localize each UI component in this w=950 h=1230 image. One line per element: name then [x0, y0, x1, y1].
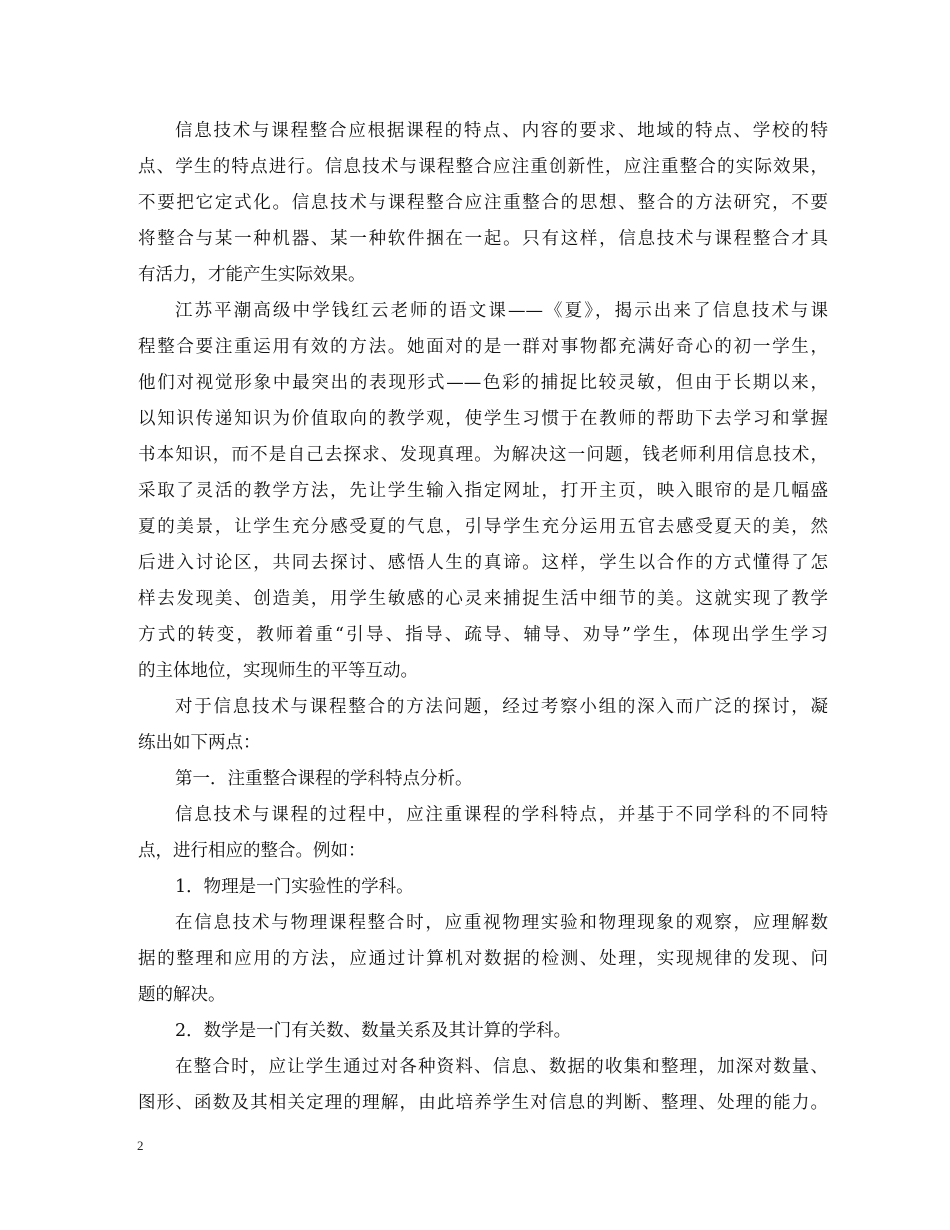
text-line: 不要把它定式化。信息技术与课程整合应注重整合的思想、整合的方法研究，不要 — [138, 193, 828, 213]
list-item-heading: 1．物理是一门实验性的学科。 — [175, 877, 414, 897]
text-line: 点，进行相应的整合。例如： — [138, 841, 366, 861]
text-line: 信息技术与课程整合应根据课程的特点、内容的要求、地域的特点、学校的特 — [175, 121, 828, 141]
text-line: 后进入讨论区，共同去探讨、感悟人生的真谛。这样，学生以合作的方式懂得了怎 — [138, 553, 828, 573]
text-line: 程整合要注重运用有效的方法。她面对的是一群对事物都充满好奇心的初一学生， — [138, 337, 828, 357]
text-line: 方式的转变，教师着重“引导、指导、疏导、辅导、劝导”学生，体现出学生学习 — [138, 625, 828, 645]
section-heading: 第一．注重整合课程的学科特点分析。 — [175, 769, 473, 789]
text-line: 据的整理和应用的方法，应通过计算机对数据的检测、处理，实现规律的发现、问 — [138, 949, 828, 969]
text-line: 采取了灵活的教学方法，先让学生输入指定网址，打开主页，映入眼帘的是几幅盛 — [138, 481, 828, 501]
text-line: 有活力，才能产生实际效果。 — [138, 265, 366, 285]
text-line: 江苏平潮高级中学钱红云老师的语文课——《夏》，揭示出来了信息技术与课 — [175, 301, 828, 321]
text-line: 他们对视觉形象中最突出的表现形式——色彩的捕捉比较灵敏，但由于长期以来， — [138, 373, 828, 393]
text-line: 的主体地位，实现师生的平等互动。 — [138, 661, 418, 681]
text-line: 将整合与某一种机器、某一种软件捆在一起。只有这样，信息技术与课程整合才具 — [138, 229, 828, 249]
text-line: 对于信息技术与课程整合的方法问题，经过考察小组的深入而广泛的探讨，凝 — [175, 697, 828, 717]
text-line: 题的解决。 — [138, 985, 226, 1005]
text-line: 点、学生的特点进行。信息技术与课程整合应注重创新性，应注重整合的实际效果， — [138, 157, 828, 177]
text-line: 练出如下两点： — [138, 733, 261, 753]
text-line: 书本知识，而不是自己去探求、发现真理。为解决这一问题，钱老师利用信息技术， — [138, 445, 828, 465]
text-line: 图形、函数及其相关定理的理解，由此培养学生对信息的判断、整理、处理的能力。 — [138, 1093, 828, 1113]
text-line: 在信息技术与物理课程整合时，应重视物理实验和物理现象的观察，应理解数 — [175, 913, 828, 933]
text-line: 夏的美景，让学生充分感受夏的气息，引导学生充分运用五官去感受夏天的美，然 — [138, 517, 828, 537]
text-line: 信息技术与课程的过程中，应注重课程的学科特点，并基于不同学科的不同特 — [175, 805, 828, 825]
text-line: 以知识传递知识为价值取向的教学观，使学生习惯于在教师的帮助下去学习和掌握 — [138, 409, 828, 429]
text-line: 样去发现美、创造美，用学生敏感的心灵来捕捉生活中细节的美。这就实现了教学 — [138, 589, 828, 609]
page-number: 2 — [137, 1138, 144, 1153]
text-line: 在整合时，应让学生通过对各种资料、信息、数据的收集和整理，加深对数量、 — [175, 1057, 828, 1077]
list-item-heading: 2．数学是一门有关数、数量关系及其计算的学科。 — [175, 1021, 572, 1041]
